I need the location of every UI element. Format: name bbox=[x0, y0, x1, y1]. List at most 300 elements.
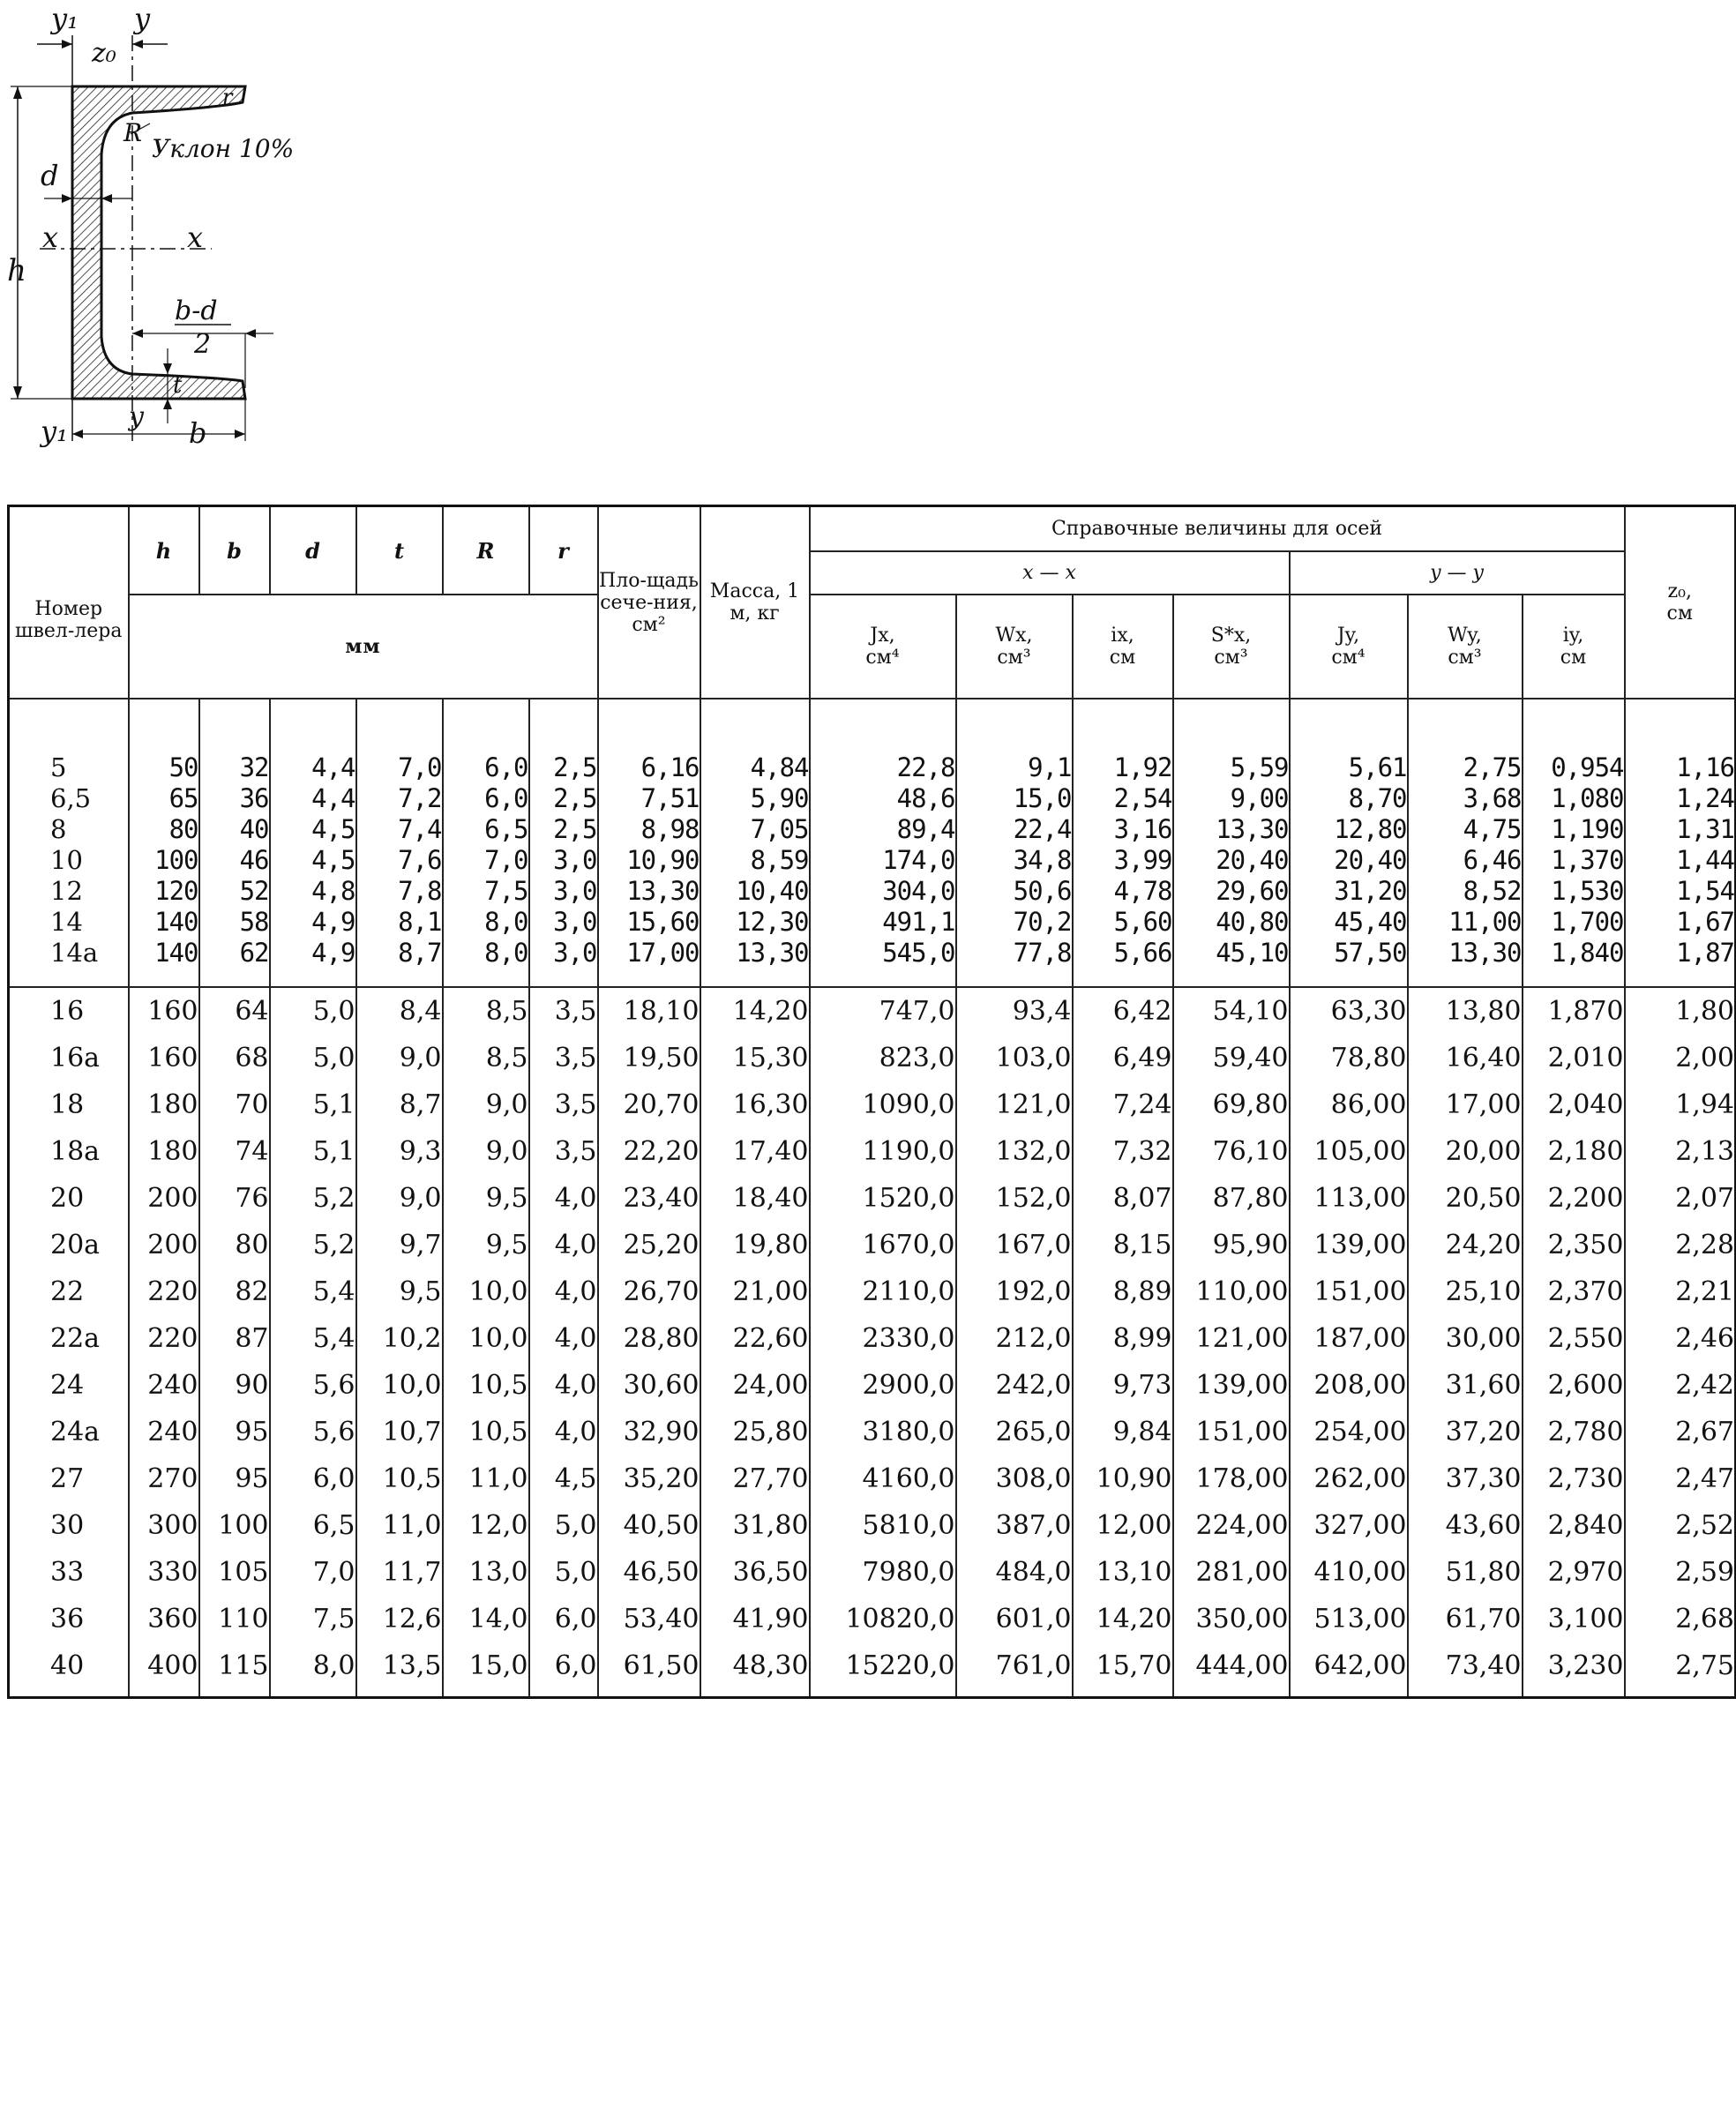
cell-Jy: 20,40 bbox=[1290, 845, 1408, 876]
cell-t: 11,7 bbox=[356, 1549, 443, 1596]
header-z0 bbox=[1625, 506, 1736, 699]
cell-number: 6,5 bbox=[9, 783, 129, 814]
cell-r: 2,5 bbox=[529, 783, 598, 814]
cell-b: 64 bbox=[199, 987, 270, 1035]
cell-Wy: 24,20 bbox=[1408, 1222, 1523, 1268]
cell-ix: 4,78 bbox=[1073, 876, 1173, 907]
label-b: b bbox=[189, 416, 207, 450]
cell-mass: 48,30 bbox=[700, 1642, 810, 1689]
cell-ix: 14,20 bbox=[1073, 1596, 1173, 1642]
cell-t: 7,8 bbox=[356, 876, 443, 907]
cell-R: 7,5 bbox=[443, 876, 529, 907]
cell-R: 7,0 bbox=[443, 845, 529, 876]
cell-mass: 7,05 bbox=[700, 814, 810, 845]
cell-r: 4,0 bbox=[529, 1222, 598, 1268]
cell-Wx: 192,0 bbox=[956, 1268, 1073, 1315]
cell-Sx: 69,80 bbox=[1173, 1081, 1290, 1128]
cell-z0: 1,54 bbox=[1676, 876, 1734, 906]
cell-h: 220 bbox=[129, 1315, 199, 1362]
cell-z0: 2,07 bbox=[1675, 1183, 1734, 1214]
header-mm: мм bbox=[129, 595, 598, 699]
cell-d: 5,0 bbox=[270, 987, 356, 1035]
cell-R: 9,0 bbox=[443, 1128, 529, 1175]
cell-r: 2,5 bbox=[529, 752, 598, 783]
cell-iy: 1,870 bbox=[1523, 987, 1625, 1035]
cell-d: 5,2 bbox=[270, 1175, 356, 1222]
cell-iy: 2,200 bbox=[1523, 1175, 1625, 1222]
header-Jx-unit: см⁴ bbox=[865, 647, 900, 669]
cell-number: 18а bbox=[9, 1128, 129, 1175]
cell-z0: 1,94 bbox=[1675, 1089, 1734, 1120]
header-axis-yy: y — y bbox=[1290, 551, 1625, 595]
cell-t: 9,3 bbox=[356, 1128, 443, 1175]
cell-Jx: 1520,0 bbox=[810, 1175, 956, 1222]
cell-z0: 2,75 bbox=[1675, 1650, 1734, 1681]
table-row bbox=[9, 938, 1736, 969]
cell-Jy: 139,00 bbox=[1290, 1222, 1408, 1268]
cell-Wx: 22,4 bbox=[956, 814, 1073, 845]
cell-d: 5,4 bbox=[270, 1315, 356, 1362]
cell-h: 180 bbox=[129, 1081, 199, 1128]
cell-Sx: 54,10 bbox=[1173, 987, 1290, 1035]
cell-mass: 5,90 bbox=[700, 783, 810, 814]
cell-Sx: 87,80 bbox=[1173, 1175, 1290, 1222]
cell-Wy: 13,30 bbox=[1408, 938, 1523, 969]
cell-Wx: 265,0 bbox=[956, 1409, 1073, 1455]
cell-r: 6,0 bbox=[529, 1596, 598, 1642]
table-row bbox=[9, 1455, 1736, 1502]
cell-Jx: 1670,0 bbox=[810, 1222, 956, 1268]
cell-Jx: 2330,0 bbox=[810, 1315, 956, 1362]
cell-b: 95 bbox=[199, 1455, 270, 1502]
cell-Wy: 30,00 bbox=[1408, 1315, 1523, 1362]
cell-Wy: 61,70 bbox=[1408, 1596, 1523, 1642]
cell-t: 8,4 bbox=[356, 987, 443, 1035]
cell-iy: 2,040 bbox=[1523, 1081, 1625, 1128]
cell-Wx: 93,4 bbox=[956, 987, 1073, 1035]
cell-R: 15,0 bbox=[443, 1642, 529, 1689]
cell-mass: 10,40 bbox=[700, 876, 810, 907]
cell-Jy: 57,50 bbox=[1290, 938, 1408, 969]
cell-ix: 6,49 bbox=[1073, 1035, 1173, 1081]
cell-h: 65 bbox=[129, 783, 199, 814]
label-slope: Уклон 10% bbox=[152, 134, 295, 163]
cell-d: 5,0 bbox=[270, 1035, 356, 1081]
cell-R: 8,5 bbox=[443, 987, 529, 1035]
cell-d: 5,2 bbox=[270, 1222, 356, 1268]
label-bd-den: 2 bbox=[194, 329, 212, 360]
header-r: r bbox=[529, 506, 598, 595]
cell-h: 50 bbox=[129, 752, 199, 783]
cell-area: 7,51 bbox=[598, 783, 700, 814]
cell-mass: 24,00 bbox=[700, 1362, 810, 1409]
cell-mass: 12,30 bbox=[700, 907, 810, 938]
cell-Jx: 5810,0 bbox=[810, 1502, 956, 1549]
label-x-right: x bbox=[187, 221, 204, 254]
cell-Jx: 89,4 bbox=[810, 814, 956, 845]
cell-Sx: 40,80 bbox=[1173, 907, 1290, 938]
label-z0: z₀ bbox=[92, 38, 116, 69]
cell-Wy: 73,40 bbox=[1408, 1642, 1523, 1689]
cell-R: 6,0 bbox=[443, 783, 529, 814]
cell-area: 30,60 bbox=[598, 1362, 700, 1409]
cell-Wy: 37,30 bbox=[1408, 1455, 1523, 1502]
header-t: t bbox=[356, 506, 443, 595]
cell-Wy: 20,50 bbox=[1408, 1175, 1523, 1222]
cell-b: 36 bbox=[199, 783, 270, 814]
table-row bbox=[9, 752, 1736, 783]
cell-h: 400 bbox=[129, 1642, 199, 1689]
header-Wx-unit: см³ bbox=[997, 647, 1031, 669]
cell-iy: 1,370 bbox=[1523, 845, 1625, 876]
cell-z0: 2,59 bbox=[1675, 1557, 1734, 1588]
cell-Wx: 15,0 bbox=[956, 783, 1073, 814]
cell-Jy: 63,30 bbox=[1290, 987, 1408, 1035]
cell-Wy: 16,40 bbox=[1408, 1035, 1523, 1081]
cell-number: 20а bbox=[9, 1222, 129, 1268]
header-iy-unit: см bbox=[1560, 647, 1587, 669]
cell-r: 4,0 bbox=[529, 1268, 598, 1315]
cell-d: 4,5 bbox=[270, 814, 356, 845]
cell-Wx: 77,8 bbox=[956, 938, 1073, 969]
cell-Sx: 76,10 bbox=[1173, 1128, 1290, 1175]
cell-iy: 2,730 bbox=[1523, 1455, 1625, 1502]
cell-area: 17,00 bbox=[598, 938, 700, 969]
cell-Wy: 20,00 bbox=[1408, 1128, 1523, 1175]
cell-Jx: 174,0 bbox=[810, 845, 956, 876]
cell-Jy: 8,70 bbox=[1290, 783, 1408, 814]
table-row bbox=[9, 1409, 1736, 1455]
cell-h: 100 bbox=[129, 845, 199, 876]
cell-Jy: 78,80 bbox=[1290, 1035, 1408, 1081]
cell-Jx: 2900,0 bbox=[810, 1362, 956, 1409]
cell-iy: 1,840 bbox=[1523, 938, 1625, 969]
cell-t: 9,0 bbox=[356, 1035, 443, 1081]
cell-Jx: 48,6 bbox=[810, 783, 956, 814]
cell-area: 20,70 bbox=[598, 1081, 700, 1128]
cell-t: 10,7 bbox=[356, 1409, 443, 1455]
cell-ix: 3,99 bbox=[1073, 845, 1173, 876]
cell-Sx: 13,30 bbox=[1173, 814, 1290, 845]
cell-number: 18 bbox=[9, 1081, 129, 1128]
cell-number: 24 bbox=[9, 1362, 129, 1409]
cell-area: 19,50 bbox=[598, 1035, 700, 1081]
label-y1-bottom: y₁ bbox=[41, 415, 68, 448]
cell-r: 3,0 bbox=[529, 845, 598, 876]
header-reference: Справочные величины для осей bbox=[810, 506, 1625, 551]
cell-iy: 2,180 bbox=[1523, 1128, 1625, 1175]
cell-Jy: 105,00 bbox=[1290, 1128, 1408, 1175]
cell-t: 8,1 bbox=[356, 907, 443, 938]
cell-Sx: 9,00 bbox=[1173, 783, 1290, 814]
cell-Wx: 132,0 bbox=[956, 1128, 1073, 1175]
cell-iy: 2,600 bbox=[1523, 1362, 1625, 1409]
cell-mass: 27,70 bbox=[700, 1455, 810, 1502]
cell-number: 24а bbox=[9, 1409, 129, 1455]
table-row bbox=[9, 814, 1736, 845]
cell-mass: 14,20 bbox=[700, 987, 810, 1035]
label-h: h bbox=[7, 253, 26, 288]
label-y-bottom: y bbox=[129, 401, 144, 432]
cell-Wx: 242,0 bbox=[956, 1362, 1073, 1409]
cell-Jy: 151,00 bbox=[1290, 1268, 1408, 1315]
cell-R: 10,0 bbox=[443, 1268, 529, 1315]
cell-area: 28,80 bbox=[598, 1315, 700, 1362]
gap-row bbox=[9, 969, 1736, 987]
cell-area: 8,98 bbox=[598, 814, 700, 845]
cell-t: 10,2 bbox=[356, 1315, 443, 1362]
cell-z0: 2,42 bbox=[1675, 1370, 1734, 1401]
label-y-top: y bbox=[134, 2, 151, 35]
cell-Jx: 3180,0 bbox=[810, 1409, 956, 1455]
cell-iy: 2,840 bbox=[1523, 1502, 1625, 1549]
label-d: d bbox=[41, 159, 59, 192]
channel-section-drawing bbox=[0, 0, 353, 459]
cell-mass: 25,80 bbox=[700, 1409, 810, 1455]
cell-Jx: 22,8 bbox=[810, 752, 956, 783]
cell-mass: 21,00 bbox=[700, 1268, 810, 1315]
cell-h: 220 bbox=[129, 1268, 199, 1315]
cell-t: 12,6 bbox=[356, 1596, 443, 1642]
cell-number: 27 bbox=[9, 1455, 129, 1502]
cell-t: 10,0 bbox=[356, 1362, 443, 1409]
cell-R: 12,0 bbox=[443, 1502, 529, 1549]
cell-r: 3,0 bbox=[529, 938, 598, 969]
channel-properties-table bbox=[7, 505, 1734, 1750]
cell-d: 5,6 bbox=[270, 1362, 356, 1409]
cell-mass: 8,59 bbox=[700, 845, 810, 876]
cell-Wy: 13,80 bbox=[1408, 987, 1523, 1035]
cell-z0: 2,00 bbox=[1675, 1043, 1734, 1073]
cell-mass: 4,84 bbox=[700, 752, 810, 783]
cell-ix: 5,66 bbox=[1073, 938, 1173, 969]
cell-mass: 36,50 bbox=[700, 1549, 810, 1596]
cell-R: 9,5 bbox=[443, 1222, 529, 1268]
cell-area: 26,70 bbox=[598, 1268, 700, 1315]
cell-z0: 1,16 bbox=[1676, 752, 1734, 782]
cell-b: 58 bbox=[199, 907, 270, 938]
cell-h: 120 bbox=[129, 876, 199, 907]
cell-z0: 2,47 bbox=[1675, 1463, 1734, 1494]
cell-area: 46,50 bbox=[598, 1549, 700, 1596]
cell-r: 3,5 bbox=[529, 1081, 598, 1128]
cell-r: 4,0 bbox=[529, 1315, 598, 1362]
cell-z0: 2,13 bbox=[1675, 1136, 1734, 1167]
cell-Wx: 9,1 bbox=[956, 752, 1073, 783]
cell-r: 3,0 bbox=[529, 907, 598, 938]
header-Jx-symbol: Jx, bbox=[870, 625, 895, 647]
cell-z0: 1,67 bbox=[1676, 907, 1734, 937]
table-row bbox=[9, 1362, 1736, 1409]
cell-Jx: 1190,0 bbox=[810, 1128, 956, 1175]
cell-Wy: 51,80 bbox=[1408, 1549, 1523, 1596]
header-mass: Масса, 1 м, кг bbox=[700, 506, 810, 699]
cell-b: 40 bbox=[199, 814, 270, 845]
cell-R: 6,0 bbox=[443, 752, 529, 783]
cell-area: 53,40 bbox=[598, 1596, 700, 1642]
cell-iy: 3,100 bbox=[1523, 1596, 1625, 1642]
cell-Wx: 121,0 bbox=[956, 1081, 1073, 1128]
cell-area: 23,40 bbox=[598, 1175, 700, 1222]
cell-Jy: 5,61 bbox=[1290, 752, 1408, 783]
header-ix-symbol: ix, bbox=[1111, 625, 1134, 647]
cell-iy: 1,190 bbox=[1523, 814, 1625, 845]
cell-Jx: 823,0 bbox=[810, 1035, 956, 1081]
header-Wx bbox=[956, 595, 1073, 699]
header-Jy bbox=[1290, 595, 1408, 699]
cell-mass: 17,40 bbox=[700, 1128, 810, 1175]
cell-ix: 8,15 bbox=[1073, 1222, 1173, 1268]
cell-R: 10,5 bbox=[443, 1409, 529, 1455]
cell-b: 110 bbox=[199, 1596, 270, 1642]
cell-mass: 19,80 bbox=[700, 1222, 810, 1268]
cell-b: 76 bbox=[199, 1175, 270, 1222]
cell-ix: 13,10 bbox=[1073, 1549, 1173, 1596]
tail-row bbox=[9, 1689, 1736, 1698]
cell-Jx: 7980,0 bbox=[810, 1549, 956, 1596]
cell-t: 8,7 bbox=[356, 938, 443, 969]
header-R: R bbox=[443, 506, 529, 595]
table-row bbox=[9, 876, 1736, 907]
cell-iy: 1,080 bbox=[1523, 783, 1625, 814]
cell-mass: 41,90 bbox=[700, 1596, 810, 1642]
cell-iy: 1,530 bbox=[1523, 876, 1625, 907]
cell-Sx: 110,00 bbox=[1173, 1268, 1290, 1315]
cell-d: 7,0 bbox=[270, 1549, 356, 1596]
header-Sx-symbol: S*x, bbox=[1210, 625, 1252, 647]
cell-h: 240 bbox=[129, 1362, 199, 1409]
cell-Jy: 327,00 bbox=[1290, 1502, 1408, 1549]
cell-Wy: 11,00 bbox=[1408, 907, 1523, 938]
cell-Wy: 37,20 bbox=[1408, 1409, 1523, 1455]
cell-Sx: 121,00 bbox=[1173, 1315, 1290, 1362]
cell-ix: 7,24 bbox=[1073, 1081, 1173, 1128]
cell-t: 7,6 bbox=[356, 845, 443, 876]
cell-area: 13,30 bbox=[598, 876, 700, 907]
header-Wy bbox=[1408, 595, 1523, 699]
cell-mass: 31,80 bbox=[700, 1502, 810, 1549]
cell-area: 15,60 bbox=[598, 907, 700, 938]
cell-Jy: 31,20 bbox=[1290, 876, 1408, 907]
table-row bbox=[9, 907, 1736, 938]
cell-Sx: 45,10 bbox=[1173, 938, 1290, 969]
cell-z0: 1,80 bbox=[1625, 987, 1736, 1035]
header-axis-xx: x — x bbox=[810, 551, 1290, 595]
cell-r: 5,0 bbox=[529, 1549, 598, 1596]
cell-r: 6,0 bbox=[529, 1642, 598, 1689]
cell-h: 200 bbox=[129, 1175, 199, 1222]
cell-number: 8 bbox=[9, 814, 129, 845]
cell-number: 16 bbox=[9, 987, 129, 1035]
cell-b: 32 bbox=[199, 752, 270, 783]
cell-Jy: 642,00 bbox=[1290, 1642, 1408, 1689]
cell-Sx: 29,60 bbox=[1173, 876, 1290, 907]
cell-iy: 0,954 bbox=[1523, 752, 1625, 783]
cell-Sx: 350,00 bbox=[1173, 1596, 1290, 1642]
cell-b: 105 bbox=[199, 1549, 270, 1596]
cell-number: 22а bbox=[9, 1315, 129, 1362]
cell-Sx: 20,40 bbox=[1173, 845, 1290, 876]
cell-Wx: 761,0 bbox=[956, 1642, 1073, 1689]
cell-Wx: 70,2 bbox=[956, 907, 1073, 938]
cell-ix: 7,32 bbox=[1073, 1128, 1173, 1175]
header-z0-symbol: z₀, bbox=[1667, 580, 1692, 602]
cell-r: 3,5 bbox=[529, 1035, 598, 1081]
cell-r: 3,0 bbox=[529, 876, 598, 907]
cell-h: 270 bbox=[129, 1455, 199, 1502]
cell-b: 68 bbox=[199, 1035, 270, 1081]
cell-iy: 2,550 bbox=[1523, 1315, 1625, 1362]
cell-d: 5,4 bbox=[270, 1268, 356, 1315]
cell-b: 74 bbox=[199, 1128, 270, 1175]
cell-b: 90 bbox=[199, 1362, 270, 1409]
cell-area: 10,90 bbox=[598, 845, 700, 876]
cell-R: 13,0 bbox=[443, 1549, 529, 1596]
header-b: b bbox=[199, 506, 270, 595]
cell-ix: 8,99 bbox=[1073, 1315, 1173, 1362]
header-Wy-symbol: Wy, bbox=[1448, 625, 1482, 647]
cell-Sx: 281,00 bbox=[1173, 1549, 1290, 1596]
cell-Jx: 4160,0 bbox=[810, 1455, 956, 1502]
cell-z0: 1,24 bbox=[1676, 783, 1734, 813]
cell-t: 9,7 bbox=[356, 1222, 443, 1268]
cell-Jx: 2110,0 bbox=[810, 1268, 956, 1315]
cell-d: 5,1 bbox=[270, 1081, 356, 1128]
header-Wy-unit: см³ bbox=[1448, 647, 1482, 669]
cell-iy: 2,370 bbox=[1523, 1268, 1625, 1315]
cell-Jx: 1090,0 bbox=[810, 1081, 956, 1128]
cell-t: 9,0 bbox=[356, 1175, 443, 1222]
cell-z0: 2,21 bbox=[1675, 1276, 1734, 1307]
label-bd-num: b-d bbox=[175, 295, 218, 326]
cell-Sx: 95,90 bbox=[1173, 1222, 1290, 1268]
cell-ix: 15,70 bbox=[1073, 1642, 1173, 1689]
cell-Wy: 25,10 bbox=[1408, 1268, 1523, 1315]
cell-R: 8,0 bbox=[443, 938, 529, 969]
cell-ix: 2,54 bbox=[1073, 783, 1173, 814]
cell-number: 14а bbox=[9, 938, 129, 969]
cell-number: 33 bbox=[9, 1549, 129, 1596]
cell-number: 20 bbox=[9, 1175, 129, 1222]
table-row bbox=[9, 1081, 1736, 1128]
cell-t: 7,4 bbox=[356, 814, 443, 845]
cell-mass: 13,30 bbox=[700, 938, 810, 969]
cell-z0: 2,52 bbox=[1675, 1510, 1734, 1541]
cell-d: 4,5 bbox=[270, 845, 356, 876]
cell-Jy: 410,00 bbox=[1290, 1549, 1408, 1596]
cell-z0: 2,68 bbox=[1675, 1604, 1734, 1635]
spacer-row bbox=[9, 699, 1736, 752]
table-row bbox=[9, 987, 1736, 1035]
cell-ix: 5,60 bbox=[1073, 907, 1173, 938]
table-row bbox=[9, 1502, 1736, 1549]
cell-area: 40,50 bbox=[598, 1502, 700, 1549]
header-number: Номер швел-лера bbox=[9, 506, 129, 699]
cell-iy: 2,970 bbox=[1523, 1549, 1625, 1596]
cell-area: 32,90 bbox=[598, 1409, 700, 1455]
cell-Wy: 4,75 bbox=[1408, 814, 1523, 845]
cell-area: 61,50 bbox=[598, 1642, 700, 1689]
cell-ix: 10,90 bbox=[1073, 1455, 1173, 1502]
label-R: R bbox=[123, 118, 143, 147]
header-ix-unit: см bbox=[1109, 647, 1136, 669]
cell-Wx: 50,6 bbox=[956, 876, 1073, 907]
cell-Wx: 601,0 bbox=[956, 1596, 1073, 1642]
cell-Wx: 484,0 bbox=[956, 1549, 1073, 1596]
cell-d: 5,1 bbox=[270, 1128, 356, 1175]
label-x-left: x bbox=[42, 221, 59, 254]
cell-Wx: 308,0 bbox=[956, 1455, 1073, 1502]
